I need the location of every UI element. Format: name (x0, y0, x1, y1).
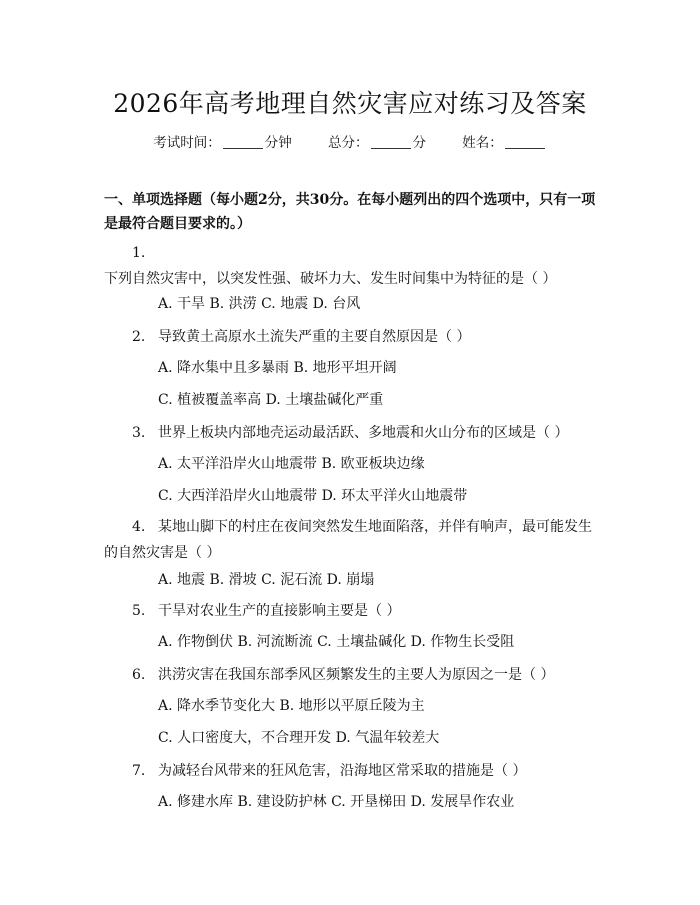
question-4-options-row-1: A. 地震 B. 滑坡 C. 泥石流 D. 崩塌 (158, 572, 375, 588)
exam-meta (0, 131, 700, 151)
time-blank[interactable] (223, 135, 263, 149)
page-title: 2026年高考地理自然灾害应对练习及答案 (113, 89, 587, 118)
question-number: 4. (132, 519, 146, 535)
question-2-options-row-2: C. 植被覆盖率高 D. 土壤盐碱化严重 (158, 392, 384, 408)
question-text: 为减轻台风带来的狂风危害，沿海地区常采取的措施是（ ） (158, 763, 527, 779)
question-1-options-row-1: A. 干旱 B. 洪涝 C. 地震 D. 台风 (158, 296, 361, 312)
time-label: 考试时间： (153, 135, 221, 151)
question-3-options-row-1: A. 太平洋沿岸火山地震带 B. 欧亚板块边缘 (158, 456, 425, 472)
time-field (153, 135, 292, 151)
question-text: 干旱对农业生产的直接影响主要是（ ） (158, 603, 401, 619)
question-number: 6. (132, 667, 146, 683)
name-field (462, 135, 547, 151)
question-3-options-row-2: C. 大西洋沿岸火山地震带 D. 环太平洋火山地震带 (158, 488, 468, 504)
question-5 (104, 598, 604, 624)
question-text: 世界上板块内部地壳运动最活跃、多地震和火山分布的区域是（ ） (158, 425, 569, 441)
question-4 (104, 514, 604, 566)
question-text: 导致黄土高原水土流失严重的主要自然原因是（ ） (158, 329, 471, 345)
question-6-options-row-2: C. 人口密度大，不合理开发 D. 气温年较差大 (158, 730, 440, 746)
name-label: 姓名： (462, 135, 503, 151)
question-7-options-row-1: A. 修建水库 B. 建设防护林 C. 开垦梯田 D. 发展旱作农业 (158, 794, 515, 810)
question-number: 5. (132, 603, 146, 619)
question-1 (104, 240, 604, 292)
question-3 (104, 420, 604, 446)
score-field (328, 135, 426, 151)
question-6 (104, 662, 604, 688)
time-unit: 分钟 (264, 135, 292, 151)
question-7 (104, 758, 604, 784)
question-number: 1. (132, 245, 146, 261)
question-text: 某地山脚下的村庄在夜间突然发生地面陷落，并伴有响声，最可能发生的自然灾害是（ ） (104, 519, 592, 561)
score-unit: 分 (412, 135, 426, 151)
question-number: 2. (132, 329, 146, 345)
score-blank[interactable] (371, 135, 411, 149)
question-2-options-row-1: A. 降水集中且多暴雨 B. 地形平坦开阔 (158, 360, 397, 376)
section-heading: 一、单项选择题（每小题2分，共30分。在每小题列出的四个选项中，只有一项是最符合题目要求的。） (104, 192, 596, 232)
question-text: 下列自然灾害中，以突发性强、破坏力大、发生时间集中为特征的是（ ） (104, 271, 557, 287)
question-text: 洪涝灾害在我国东部季风区频繁发生的主要人为原因之一是（ ） (158, 667, 555, 683)
name-blank[interactable] (505, 135, 545, 149)
question-2 (104, 324, 604, 350)
question-number: 3. (132, 425, 146, 441)
score-label: 总分： (328, 135, 369, 151)
question-6-options-row-1: A. 降水季节变化大 B. 地形以平原丘陵为主 (158, 698, 425, 714)
question-5-options-row-1: A. 作物倒伏 B. 河流断流 C. 土壤盐碱化 D. 作物生长受阻 (158, 634, 515, 650)
question-number: 7. (132, 763, 146, 779)
